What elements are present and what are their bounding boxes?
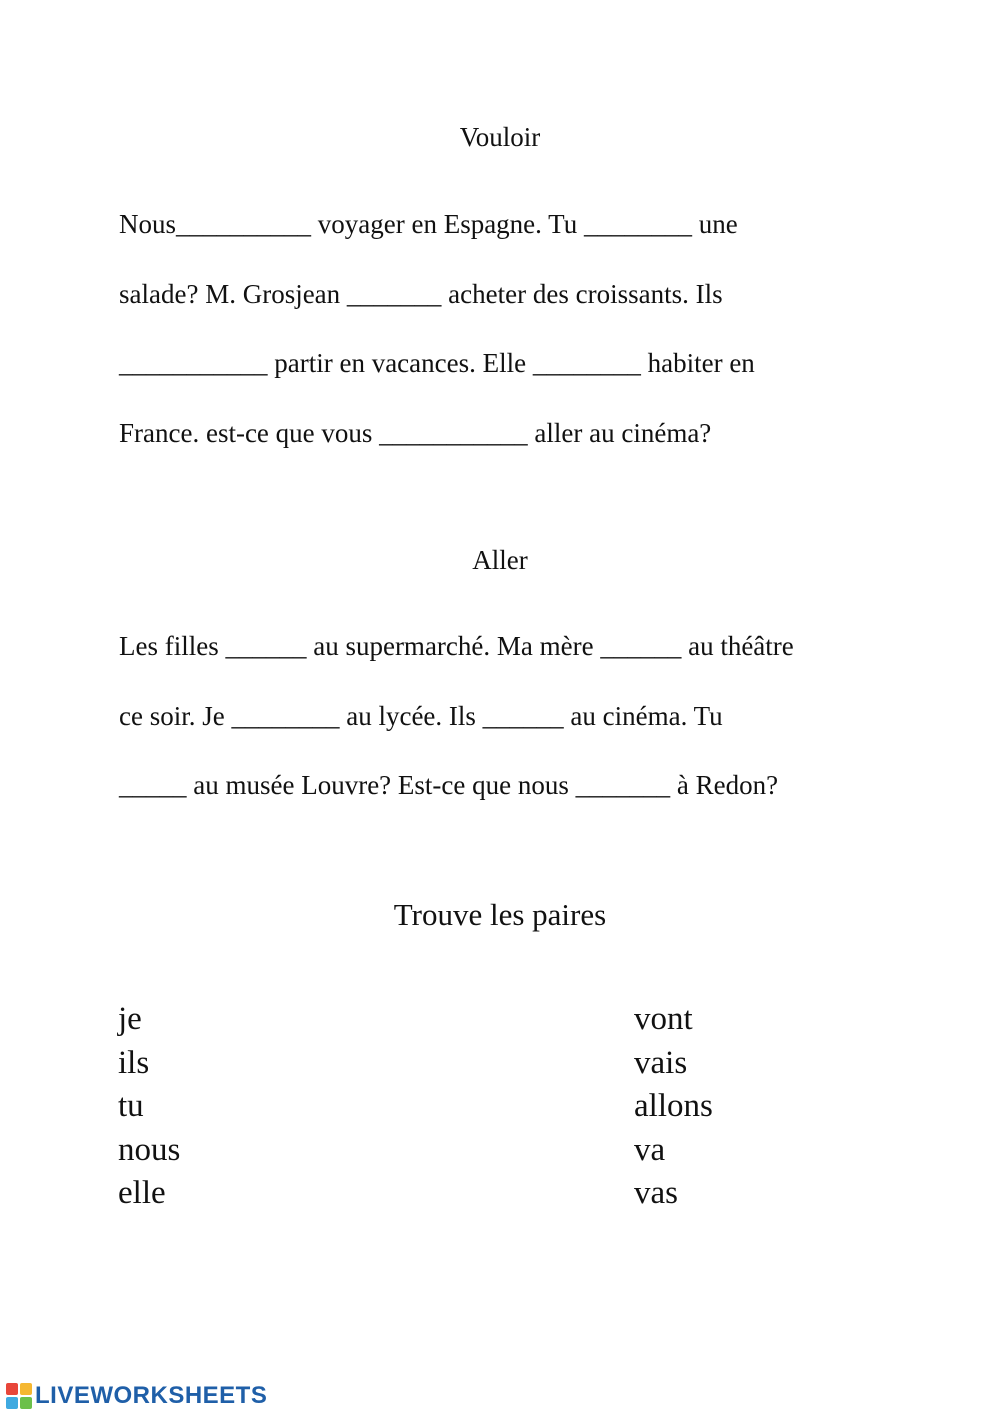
exercise-line: ___________ partir en vacances. Elle ________ habiter en [119,348,755,378]
pair-pronoun[interactable]: ils [118,1044,150,1081]
logo-block [20,1397,32,1409]
section-title-aller: Aller [472,545,528,575]
exercise-line: ce soir. Je ________ au lycée. Ils ______ au cinéma. Tu [119,701,723,731]
pair-verb[interactable]: vont [634,1001,693,1037]
exercise-line: salade? M. Grosjean _______ acheter des croissants. Ils [119,279,723,309]
pair-verb[interactable]: allons [634,1088,713,1124]
logo-block [6,1397,18,1409]
pairs-right-column [634,998,713,1216]
logo-block [6,1383,18,1395]
pair-verb[interactable]: va [634,1131,666,1168]
logo-blocks-icon [6,1383,32,1409]
liveworksheets-logo [6,1381,267,1411]
exercise-line: Les filles ______ au supermarché. Ma mère ______ au théâtre [119,631,794,661]
logo-block [20,1383,32,1395]
pair-pronoun[interactable]: tu [118,1088,144,1124]
exercise-line: France. est-ce que vous ___________ aller au cinéma? [119,418,712,448]
pairs-left-column [118,998,180,1216]
section-title-vouloir: Vouloir [459,122,541,152]
logo-text: LIVEWORKSHEETS [35,1382,268,1409]
exercise-line: _____ au musée Louvre? Est-ce que nous _______ à Redon? [119,770,779,800]
pairs-title: Trouve les paires [393,897,607,932]
pair-pronoun[interactable]: je [118,1001,142,1037]
pair-pronoun[interactable]: elle [118,1175,166,1211]
pair-verb[interactable]: vais [634,1044,688,1081]
pair-verb[interactable]: vas [634,1175,678,1211]
pair-pronoun[interactable]: nous [118,1131,181,1168]
exercise-line: Nous__________ voyager en Espagne. Tu ________ une [119,209,738,239]
